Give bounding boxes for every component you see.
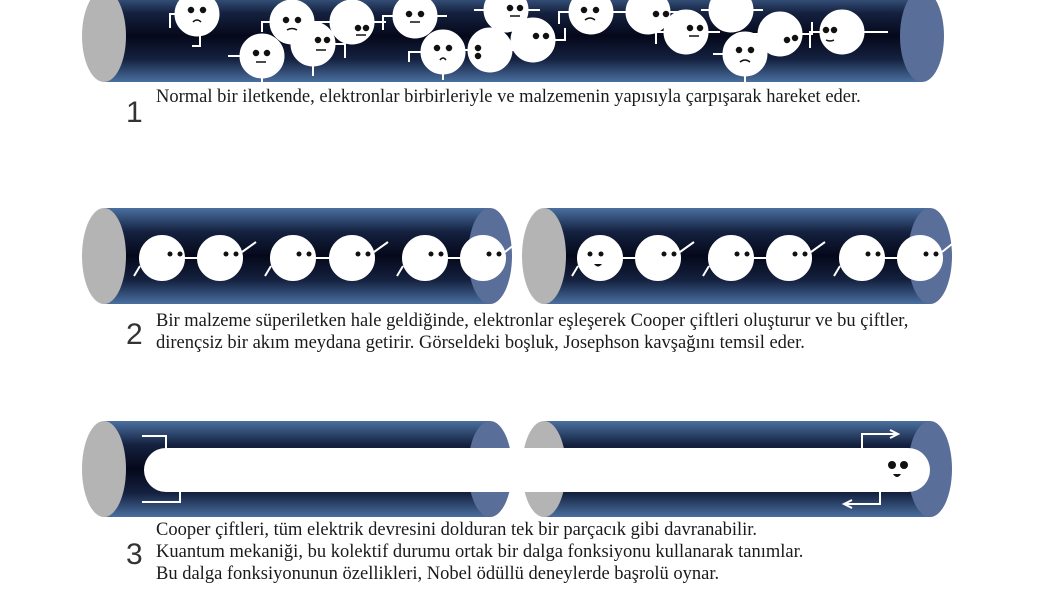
caption-line: Normal bir iletkende, elektronlar birbirleriyle ve malzemenin yapısıyla çarpışarak hareket eder. bbox=[156, 87, 861, 107]
caption-line: Cooper çiftleri, tüm elektrik devresini dolduran tek bir parçacık gibi davranabilir. bbox=[156, 520, 758, 540]
step-1-number: 1 bbox=[126, 96, 143, 129]
caption-line: Bir malzeme süperiletken hale geldiğinde, elektronlar eşleşerek Cooper çiftleri oluşturur ve bu çiftler, dirençsiz bir akım meydana getirir. Görseldeki boşluk, Josephson kavşağını temsil eder. bbox=[156, 311, 909, 353]
superconductor-illustration bbox=[0, 200, 1050, 310]
normal-conductor-illustration bbox=[0, 0, 1050, 90]
caption-line: Bu dalga fonksiyonunun özellikleri, Nobel ödüllü deneylerde başrolü oynar. bbox=[156, 564, 720, 584]
step-2-number: 2 bbox=[126, 318, 143, 351]
collective-state-illustration bbox=[0, 412, 1050, 524]
step-2-caption bbox=[156, 310, 946, 354]
step-1-caption bbox=[156, 86, 946, 108]
step-3-number: 3 bbox=[126, 538, 143, 571]
caption-line: Kuantum mekaniği, bu kolektif durumu ortak bir dalga fonksiyonu kullanarak tanımlar. bbox=[156, 542, 804, 562]
step-3-caption bbox=[156, 519, 946, 585]
